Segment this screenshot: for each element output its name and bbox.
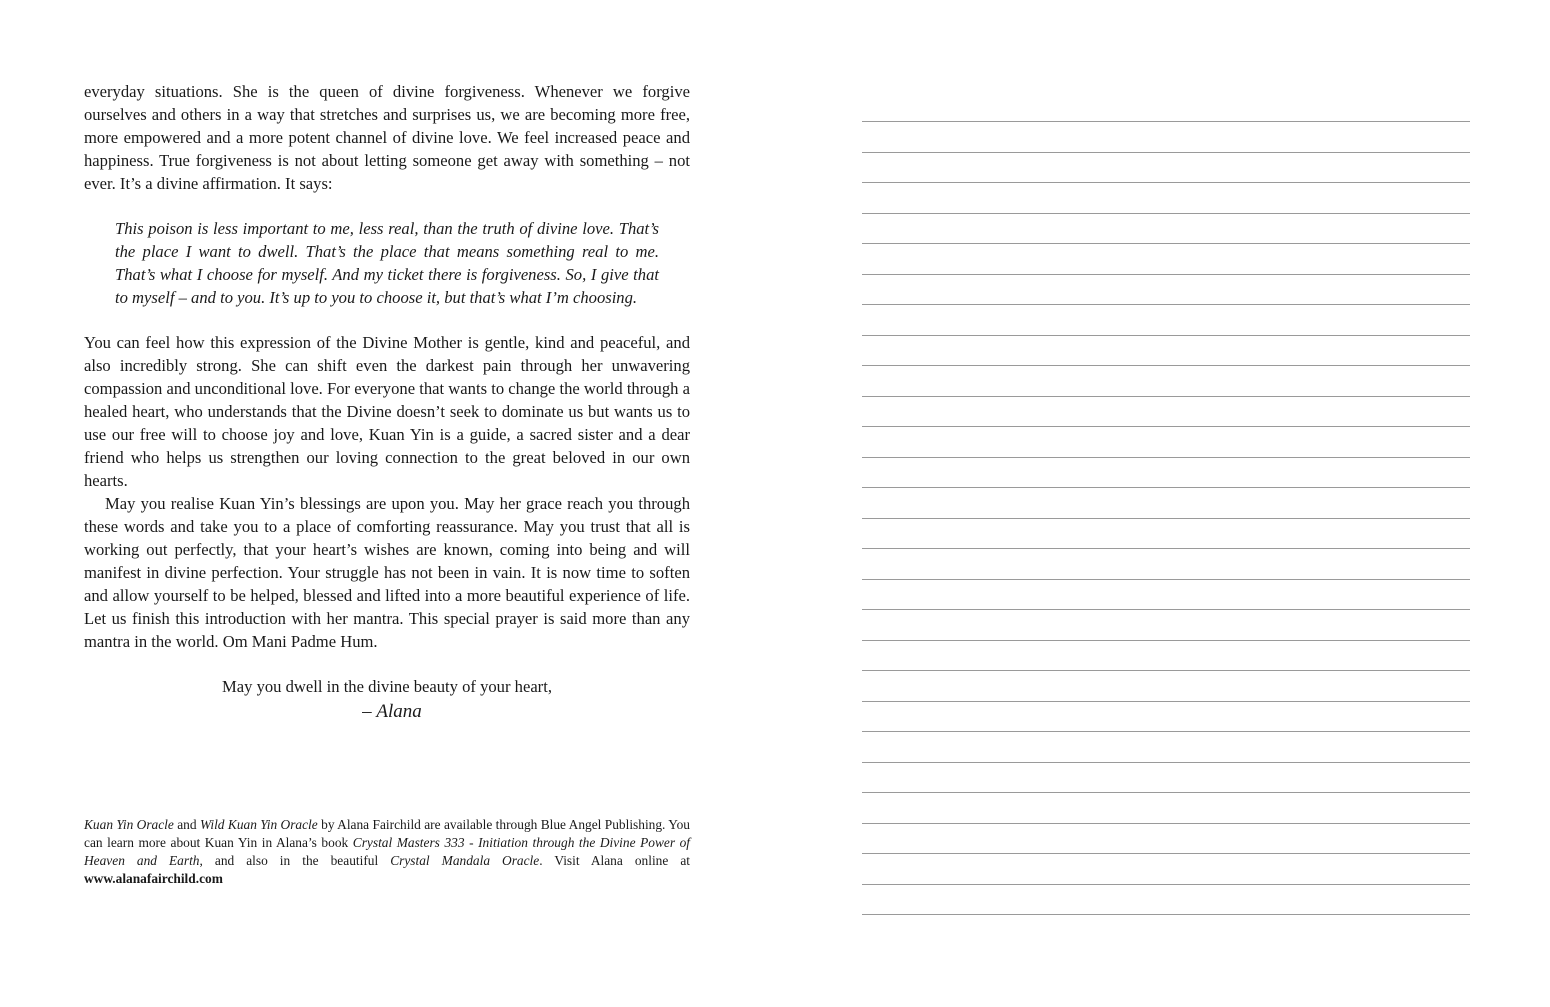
footnote-text: and [173, 817, 200, 832]
book-title-kuan-yin-oracle: Kuan Yin Oracle [84, 817, 174, 832]
ruled-line [862, 213, 1470, 214]
ruled-line [862, 609, 1470, 610]
ruled-line [862, 548, 1470, 549]
footnote-text: . Visit Alana online at [539, 853, 690, 868]
ruled-line [862, 396, 1470, 397]
ruled-line [862, 121, 1470, 122]
ruled-notes-page [862, 0, 1470, 1007]
book-title-crystal-masters: Crystal Masters 333 - Initiation through the Divine Power of Heaven and Earth [84, 835, 691, 868]
sign-off-line: May you dwell in the divine beauty of your heart, [222, 677, 552, 696]
ruled-line [862, 823, 1470, 824]
left-page [84, 80, 690, 726]
ruled-line [862, 365, 1470, 366]
ruled-line [862, 426, 1470, 427]
ruled-line [862, 731, 1470, 732]
forgiveness-quote: This poison is less important to me, less real, than the truth of divine love. That’s the place I want to dwell. That’s the place that means something real to me. That’s what I choose for myself. And my ticket there is forgiveness. So, I give that to myself – and to you. It’s up to you to choose it, but that’s what I’m choosing. [115, 219, 659, 307]
paragraph-forgiveness: everyday situations. She is the queen of divine forgiveness. Whenever we forgive ourselves and others in a way that stretches and surprises us, we are becoming more free, more empowered and a more potent channel of divine love. We feel increased peace and happiness. True forgiveness is not about letting someone get away with something – not ever. It’s a divine affirmation. It says: [84, 82, 690, 193]
website-link[interactable]: www.alanafairchild.com [84, 871, 223, 886]
ruled-line [862, 274, 1470, 275]
ruled-line [862, 701, 1470, 702]
ruled-line [862, 243, 1470, 244]
paragraph-divine-mother: You can feel how this expression of the Divine Mother is gentle, kind and peaceful, and also incredibly strong. She can shift even the darkest pain through her unwavering compassion and unconditional love. For everyone that wants to change the world through a healed heart, who understands that the Divine doesn’t seek to dominate us but wants us to use our free will to choose joy and love, Kuan Yin is a guide, a sacred sister and a dear friend who helps us strengthen our loving connection to the great beloved in our own hearts. [84, 333, 690, 490]
ruled-line [862, 487, 1470, 488]
ruled-line [862, 335, 1470, 336]
footnote [84, 816, 690, 888]
ruled-line [862, 762, 1470, 763]
ruled-line [862, 792, 1470, 793]
ruled-line [862, 853, 1470, 854]
paragraph-blessings: May you realise Kuan Yin’s blessings are upon you. May her grace reach you through these words and take you to a place of comforting reassurance. May you trust that all is working out perfectly, that your heart’s wishes are known, coming into being and will manifest in divine perfection. Your struggle has not been in vain. It is now time to soften and allow yourself to be helped, blessed and lifted into a more beautiful experience of life. Let us finish this introduction with her mantra. This special prayer is said more than any mantra in the world. Om Mani Padme Hum. [84, 494, 690, 651]
ruled-line [862, 152, 1470, 153]
footnote-text: by Alana Fairchild are available through Blue Angel Publishing. You can learn more about Kuan Yin in Alana’s book [84, 817, 691, 850]
ruled-line [862, 914, 1470, 915]
ruled-line [862, 579, 1470, 580]
book-title-crystal-mandala-oracle: Crystal Mandala Oracle [390, 853, 540, 868]
ruled-line [862, 640, 1470, 641]
ruled-line [862, 670, 1470, 671]
footnote-text: , and also in the beautiful [199, 853, 391, 868]
author-signature [84, 698, 690, 726]
ruled-line [862, 884, 1470, 885]
book-title-wild-kuan-yin-oracle: Wild Kuan Yin Oracle [199, 817, 318, 832]
signature-dash: – [362, 701, 377, 722]
ruled-line [862, 304, 1470, 305]
signature-name: Alana [376, 701, 422, 722]
ruled-line [862, 182, 1470, 183]
ruled-line [862, 457, 1470, 458]
ruled-line [862, 518, 1470, 519]
